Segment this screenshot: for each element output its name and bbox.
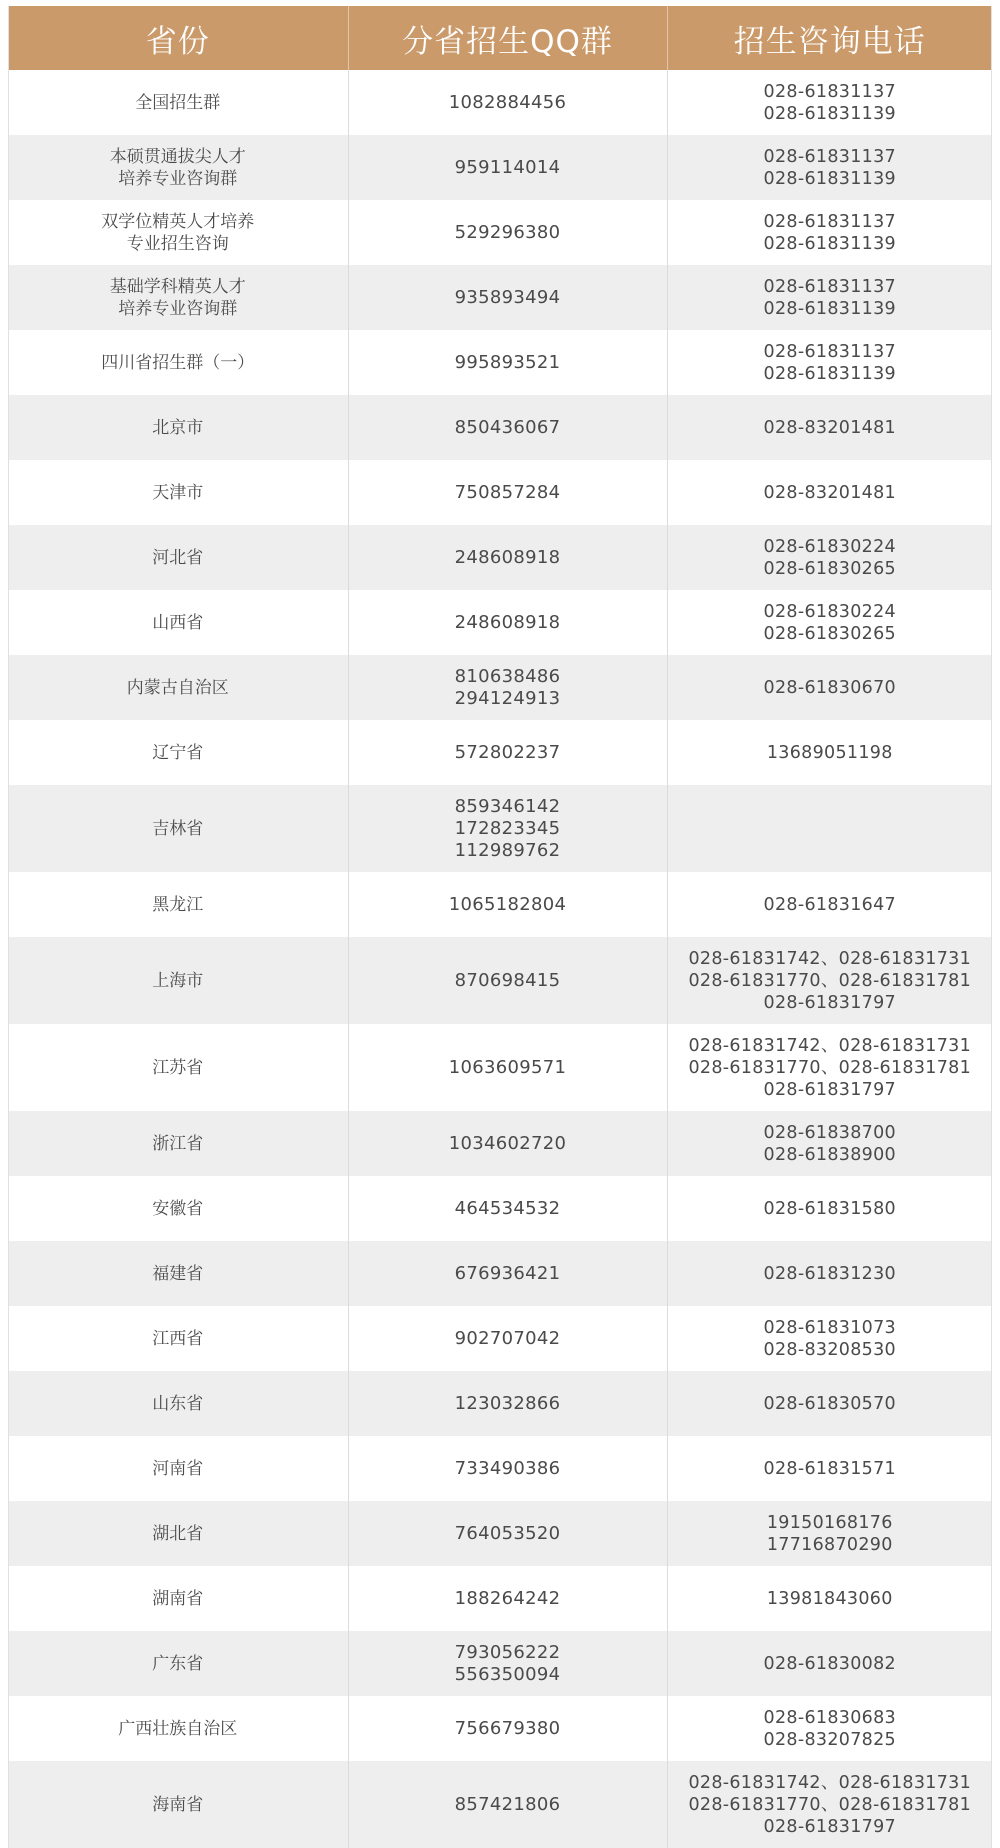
phone-cell	[667, 70, 992, 135]
phone-number: 028-61831797	[763, 1816, 896, 1837]
phone-number: 028-61831742、028-61831731	[688, 1035, 972, 1056]
qq-group-cell	[348, 200, 667, 265]
qq-number: 464534532	[454, 1197, 561, 1219]
phone-cell	[667, 1501, 992, 1566]
phone-number: 028-61831770、028-61831781	[688, 1057, 972, 1078]
table-row	[8, 1631, 992, 1696]
phone-cell	[667, 937, 992, 1024]
table-row	[8, 1371, 992, 1436]
phone-number: 028-61830265	[763, 623, 896, 644]
qq-number: 750857284	[454, 481, 561, 503]
qq-group-cell	[348, 590, 667, 655]
phone-cell	[667, 1176, 992, 1241]
province-line: 双学位精英人才培养	[101, 211, 255, 232]
phone-number: 028-61830224	[763, 601, 896, 622]
phone-cell	[667, 720, 992, 785]
qq-number: 756679380	[454, 1717, 561, 1739]
phone-cell	[667, 1436, 992, 1501]
qq-number: 1065182804	[448, 893, 567, 915]
qq-group-cell	[348, 395, 667, 460]
province-line: 天津市	[152, 482, 204, 503]
phone-cell	[667, 1111, 992, 1176]
province-line: 山东省	[152, 1393, 204, 1414]
province-line: 全国招生群	[135, 92, 221, 113]
qq-number: 294124913	[454, 687, 561, 709]
table-body	[8, 70, 992, 1848]
phone-number: 028-61831139	[763, 168, 896, 189]
province-line: 四川省招生群（一）	[101, 352, 255, 373]
province-cell	[8, 330, 348, 395]
province-cell	[8, 525, 348, 590]
phone-number: 028-61831230	[763, 1263, 896, 1284]
phone-number: 028-61831073	[763, 1317, 896, 1338]
qq-group-cell	[348, 872, 667, 937]
table-row	[8, 1241, 992, 1306]
province-cell	[8, 937, 348, 1024]
province-line: 福建省	[152, 1263, 204, 1284]
province-cell	[8, 785, 348, 872]
table-row	[8, 265, 992, 330]
phone-number: 028-61831647	[763, 894, 896, 915]
province-line: 海南省	[152, 1794, 204, 1815]
qq-group-cell	[348, 1306, 667, 1371]
qq-group-cell	[348, 1696, 667, 1761]
qq-number: 870698415	[454, 969, 561, 991]
qq-group-cell	[348, 1501, 667, 1566]
header-province: 省份	[8, 6, 348, 70]
phone-number: 028-61830265	[763, 558, 896, 579]
province-line: 上海市	[152, 970, 204, 991]
table-row	[8, 720, 992, 785]
qq-number: 902707042	[454, 1327, 561, 1349]
qq-group-cell	[348, 1241, 667, 1306]
qq-group-cell	[348, 785, 667, 872]
phone-cell	[667, 525, 992, 590]
phone-number: 028-61831742、028-61831731	[688, 948, 972, 969]
qq-number: 810638486	[454, 665, 561, 687]
phone-number: 028-83201481	[763, 482, 896, 503]
phone-number: 028-61831580	[763, 1198, 896, 1219]
province-cell	[8, 460, 348, 525]
table-row	[8, 460, 992, 525]
province-cell	[8, 1566, 348, 1631]
qq-group-cell	[348, 1566, 667, 1631]
province-line: 江西省	[152, 1328, 204, 1349]
table-row	[8, 1436, 992, 1501]
qq-number: 529296380	[454, 221, 561, 243]
table-row	[8, 330, 992, 395]
qq-group-cell	[348, 720, 667, 785]
province-line: 江苏省	[152, 1057, 204, 1078]
province-cell	[8, 872, 348, 937]
province-cell	[8, 265, 348, 330]
qq-number: 1034602720	[448, 1132, 567, 1154]
phone-number: 028-61830224	[763, 536, 896, 557]
province-cell	[8, 1176, 348, 1241]
province-cell	[8, 1501, 348, 1566]
province-cell	[8, 1306, 348, 1371]
table-row	[8, 525, 992, 590]
phone-cell	[667, 395, 992, 460]
table-row	[8, 1501, 992, 1566]
admissions-contact-table	[8, 6, 992, 1848]
qq-group-cell	[348, 525, 667, 590]
qq-number: 995893521	[454, 351, 561, 373]
table-row	[8, 1111, 992, 1176]
phone-number: 028-61831742、028-61831731	[688, 1772, 972, 1793]
province-line: 辽宁省	[152, 742, 204, 763]
qq-number: 793056222	[454, 1641, 561, 1663]
province-cell	[8, 70, 348, 135]
qq-group-cell	[348, 1024, 667, 1111]
phone-number: 028-61831137	[763, 341, 896, 362]
qq-group-cell	[348, 1761, 667, 1848]
table-row	[8, 1024, 992, 1111]
phone-number: 028-61831139	[763, 298, 896, 319]
table-row	[8, 395, 992, 460]
province-line: 内蒙古自治区	[126, 677, 229, 698]
province-cell	[8, 200, 348, 265]
qq-number: 1082884456	[448, 91, 567, 113]
qq-number: 935893494	[454, 286, 561, 308]
province-line: 培养专业咨询群	[118, 168, 238, 189]
phone-number: 028-61830570	[763, 1393, 896, 1414]
province-cell	[8, 1436, 348, 1501]
phone-number: 028-83201481	[763, 417, 896, 438]
header-row	[8, 6, 992, 70]
table-row	[8, 135, 992, 200]
qq-number: 1063609571	[448, 1056, 567, 1078]
table-header	[8, 6, 992, 70]
qq-number: 676936421	[454, 1262, 561, 1284]
province-line: 河北省	[152, 547, 204, 568]
province-line: 广西壮族自治区	[118, 1718, 238, 1739]
province-line: 培养专业咨询群	[118, 298, 238, 319]
qq-group-cell	[348, 265, 667, 330]
phone-cell	[667, 460, 992, 525]
province-line: 湖南省	[152, 1588, 204, 1609]
table-row	[8, 785, 992, 872]
qq-number: 188264242	[454, 1587, 561, 1609]
qq-group-cell	[348, 937, 667, 1024]
phone-number: 028-83207825	[763, 1729, 896, 1750]
phone-cell	[667, 1371, 992, 1436]
qq-number: 859346142	[454, 795, 561, 817]
qq-number: 112989762	[454, 839, 561, 861]
qq-number: 857421806	[454, 1793, 561, 1815]
province-cell	[8, 1696, 348, 1761]
qq-group-cell	[348, 1371, 667, 1436]
phone-number: 028-61831139	[763, 363, 896, 384]
table-row	[8, 70, 992, 135]
header-qq-group: 分省招生QQ群	[348, 6, 667, 70]
table-row	[8, 1306, 992, 1371]
table-row	[8, 1761, 992, 1848]
province-line: 北京市	[152, 417, 204, 438]
phone-number: 028-61831770、028-61831781	[688, 1794, 972, 1815]
qq-number: 733490386	[454, 1457, 561, 1479]
qq-number: 764053520	[454, 1522, 561, 1544]
phone-cell	[667, 1306, 992, 1371]
qq-group-cell	[348, 1176, 667, 1241]
phone-number: 028-61831797	[763, 992, 896, 1013]
province-line: 专业招生咨询	[126, 233, 229, 254]
province-line: 河南省	[152, 1458, 204, 1479]
qq-number: 123032866	[454, 1392, 561, 1414]
phone-cell	[667, 265, 992, 330]
phone-cell	[667, 1241, 992, 1306]
qq-group-cell	[348, 460, 667, 525]
phone-cell	[667, 1631, 992, 1696]
province-line: 浙江省	[152, 1133, 204, 1154]
table-row	[8, 1566, 992, 1631]
phone-number: 028-61831137	[763, 146, 896, 167]
phone-cell	[667, 200, 992, 265]
phone-number: 028-61831139	[763, 103, 896, 124]
phone-number: 028-61831137	[763, 276, 896, 297]
province-line: 黑龙江	[152, 894, 204, 915]
phone-number: 028-61830683	[763, 1707, 896, 1728]
province-cell	[8, 1024, 348, 1111]
qq-number: 556350094	[454, 1663, 561, 1685]
phone-number: 19150168176	[766, 1512, 893, 1533]
table-row	[8, 872, 992, 937]
table-row	[8, 1176, 992, 1241]
phone-number: 028-61838700	[763, 1122, 896, 1143]
phone-number: 17716870290	[766, 1534, 893, 1555]
qq-group-cell	[348, 1631, 667, 1696]
phone-cell	[667, 1566, 992, 1631]
table-row	[8, 937, 992, 1024]
phone-number: 028-61831571	[763, 1458, 896, 1479]
phone-cell	[667, 590, 992, 655]
province-cell	[8, 395, 348, 460]
qq-number: 248608918	[454, 546, 561, 568]
province-cell	[8, 135, 348, 200]
phone-number: 028-83208530	[763, 1339, 896, 1360]
admissions-table-container	[8, 6, 992, 1848]
province-line: 吉林省	[152, 818, 204, 839]
qq-number: 959114014	[454, 156, 561, 178]
phone-number: 028-61830082	[763, 1653, 896, 1674]
phone-number: 028-61831770、028-61831781	[688, 970, 972, 991]
phone-number: 028-61830670	[763, 677, 896, 698]
phone-cell	[667, 1024, 992, 1111]
phone-number: 028-61831137	[763, 81, 896, 102]
qq-group-cell	[348, 135, 667, 200]
qq-group-cell	[348, 1436, 667, 1501]
province-line: 湖北省	[152, 1523, 204, 1544]
phone-cell	[667, 1761, 992, 1848]
province-cell	[8, 720, 348, 785]
phone-number: 13981843060	[766, 1588, 893, 1609]
province-cell	[8, 590, 348, 655]
qq-group-cell	[348, 655, 667, 720]
province-cell	[8, 1371, 348, 1436]
province-line: 广东省	[152, 1653, 204, 1674]
phone-cell	[667, 655, 992, 720]
province-line: 安徽省	[152, 1198, 204, 1219]
table-row	[8, 200, 992, 265]
table-row	[8, 655, 992, 720]
phone-cell	[667, 1696, 992, 1761]
province-cell	[8, 1111, 348, 1176]
province-cell	[8, 1761, 348, 1848]
phone-number: 028-61838900	[763, 1144, 896, 1165]
table-row	[8, 590, 992, 655]
qq-number: 248608918	[454, 611, 561, 633]
table-row	[8, 1696, 992, 1761]
qq-number: 572802237	[454, 741, 561, 763]
phone-number: 028-61831797	[763, 1079, 896, 1100]
phone-number: 13689051198	[766, 742, 893, 763]
phone-cell	[667, 330, 992, 395]
phone-number: 028-61831137	[763, 211, 896, 232]
qq-group-cell	[348, 1111, 667, 1176]
province-cell	[8, 1241, 348, 1306]
phone-cell	[667, 785, 992, 872]
province-line: 本硕贯通拔尖人才	[109, 146, 246, 167]
phone-cell	[667, 135, 992, 200]
province-cell	[8, 655, 348, 720]
province-line: 基础学科精英人才	[109, 276, 246, 297]
province-line: 山西省	[152, 612, 204, 633]
phone-cell	[667, 872, 992, 937]
qq-group-cell	[348, 330, 667, 395]
province-cell	[8, 1631, 348, 1696]
qq-number: 172823345	[454, 817, 561, 839]
qq-group-cell	[348, 70, 667, 135]
header-phone: 招生咨询电话	[667, 6, 992, 70]
phone-number: 028-61831139	[763, 233, 896, 254]
qq-number: 850436067	[454, 416, 561, 438]
